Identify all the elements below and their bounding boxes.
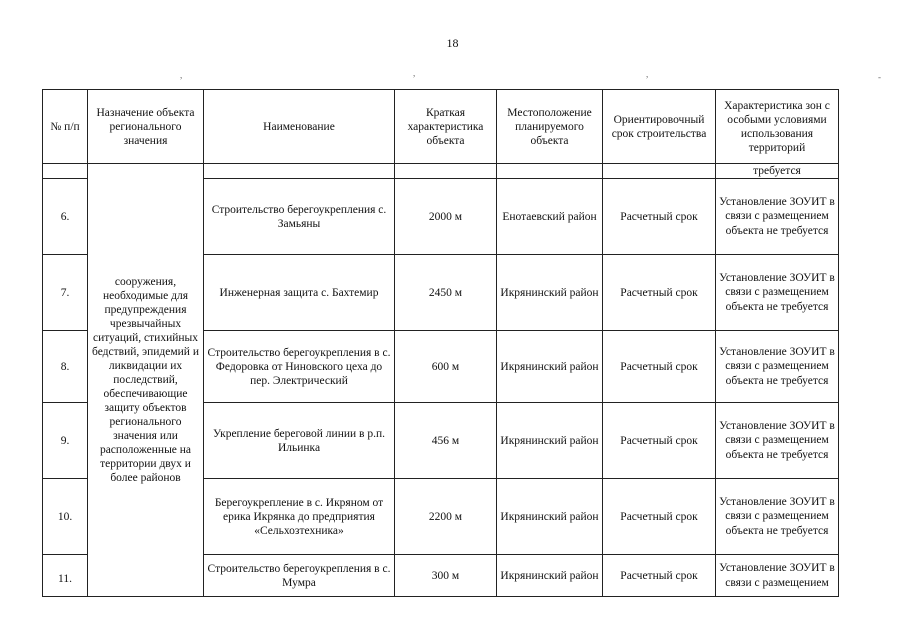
purpose-cell: сооружения, необходимые для предупреждения чрезвычайных ситуаций, стихийных бедствий, эпидемий и ликвидации их последствий, обеспечивающие защиту объектов регионального значения или расположенные на территории двух и более районов [88, 164, 204, 597]
scan-mark: , [413, 68, 416, 78]
row-characteristic: 2450 м [395, 255, 497, 331]
row-term: Расчетный срок [603, 403, 716, 479]
table-cell [395, 164, 497, 179]
row-characteristic: 2200 м [395, 479, 497, 555]
row-name: Строительство берегоукрепления с. Замьяны [204, 179, 395, 255]
row-characteristic: 300 м [395, 555, 497, 597]
scan-mark: - [878, 72, 881, 82]
header-num: № п/п [43, 90, 88, 164]
scan-mark: , [180, 70, 183, 80]
page-number: 18 [446, 36, 459, 50]
row-location: Икрянинский район [497, 331, 603, 403]
row-name: Берегоукрепление в с. Икряном от ерика Икрянка до предприятия «Сельхозтехника» [204, 479, 395, 555]
row-term: Расчетный срок [603, 555, 716, 597]
row-zone: Установление ЗОУИТ в связи с размещением объекта не требуется [716, 479, 839, 555]
continuation-zone-cell: требуется [716, 164, 839, 179]
row-number: 8. [43, 331, 88, 403]
row-name: Строительство берегоукрепления в с. Федоровка от Ниновского цеха до пер. Электрический [204, 331, 395, 403]
row-name: Укрепление береговой линии в р.п. Ильинка [204, 403, 395, 479]
row-term: Расчетный срок [603, 479, 716, 555]
row-number: 6. [43, 179, 88, 255]
row-name: Строительство берегоукрепления в с. Мумра [204, 555, 395, 597]
row-location: Икрянинский район [497, 403, 603, 479]
row-location: Икрянинский район [497, 479, 603, 555]
table-header-row [43, 90, 839, 164]
row-location: Енотаевский район [497, 179, 603, 255]
row-term: Расчетный срок [603, 331, 716, 403]
header-term: Ориентировочный срок строительства [603, 90, 716, 164]
row-zone: Установление ЗОУИТ в связи с размещением объекта не требуется [716, 331, 839, 403]
header-zone: Характеристика зон с особыми условиями использования территорий [716, 90, 839, 164]
row-zone: Установление ЗОУИТ в связи с размещением объекта не требуется [716, 255, 839, 331]
row-characteristic: 600 м [395, 331, 497, 403]
objects-table [42, 89, 839, 597]
row-location: Икрянинский район [497, 555, 603, 597]
row-number: 9. [43, 403, 88, 479]
row-term: Расчетный срок [603, 179, 716, 255]
row-characteristic: 456 м [395, 403, 497, 479]
row-characteristic: 2000 м [395, 179, 497, 255]
table-cell [204, 164, 395, 179]
table-cell [43, 164, 88, 179]
header-name: Наименование [204, 90, 395, 164]
table-cell [603, 164, 716, 179]
table-cell [497, 164, 603, 179]
row-zone: Установление ЗОУИТ в связи с размещением объекта не требуется [716, 179, 839, 255]
row-name: Инженерная защита с. Бахтемир [204, 255, 395, 331]
row-term: Расчетный срок [603, 255, 716, 331]
header-location: Местоположение планируемого объекта [497, 90, 603, 164]
row-number: 7. [43, 255, 88, 331]
row-number: 11. [43, 555, 88, 597]
scan-mark: , [646, 69, 649, 79]
row-zone: Установление ЗОУИТ в связи с размещением [716, 555, 839, 597]
continuation-row [43, 164, 839, 179]
row-zone: Установление ЗОУИТ в связи с размещением объекта не требуется [716, 403, 839, 479]
header-purpose: Назначение объекта регионального значения [88, 90, 204, 164]
row-location: Икрянинский район [497, 255, 603, 331]
row-number: 10. [43, 479, 88, 555]
header-characteristic: Краткая характеристика объекта [395, 90, 497, 164]
